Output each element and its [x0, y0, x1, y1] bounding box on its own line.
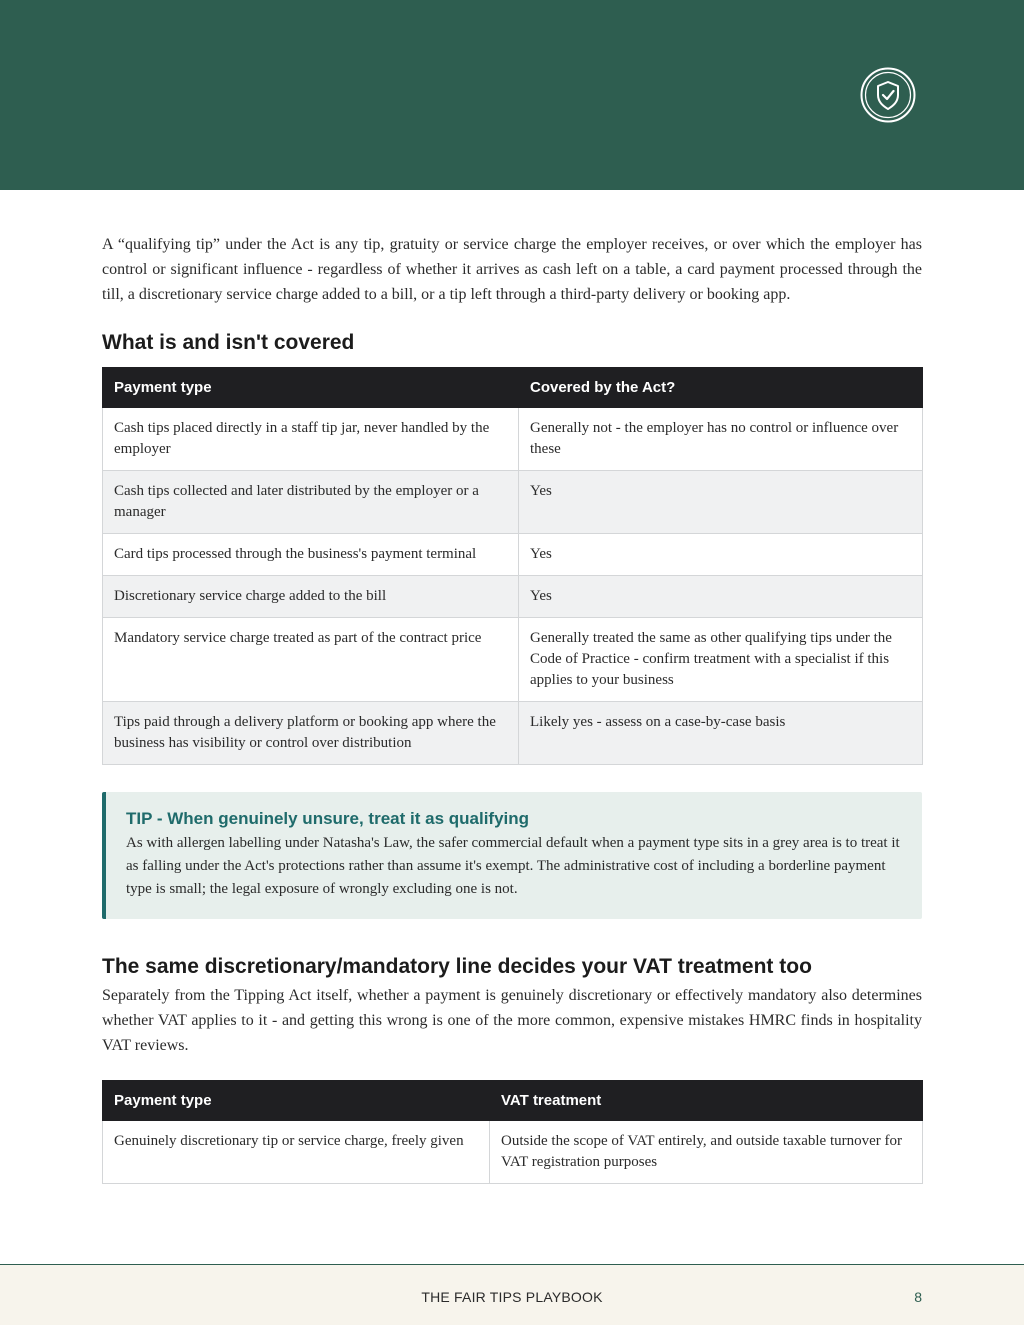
- vat-paragraph: Separately from the Tipping Act itself, whether a payment is genuinely discretionary or effectively mandatory also determines whether VAT applies to it - and getting this wrong is one of the more common, expensive mistakes HMRC finds in hospitality VAT reviews.: [102, 987, 922, 1054]
- tip-callout: [102, 792, 922, 919]
- table-header-row: [103, 1081, 923, 1121]
- coverage-table: [102, 367, 923, 765]
- payment-type-cell: Mandatory service charge treated as part of the contract price: [103, 618, 519, 702]
- table-row: [103, 534, 923, 576]
- page-content: [102, 232, 922, 1184]
- header-band: [0, 0, 1024, 190]
- payment-type-cell: Genuinely discretionary tip or service charge, freely given: [103, 1121, 490, 1184]
- coverage-cell: Likely yes - assess on a case-by-case basis: [519, 702, 923, 765]
- payment-type-cell: Tips paid through a delivery platform or booking app where the business has visibility or control over distribution: [103, 702, 519, 765]
- shield-check-icon: [860, 67, 916, 123]
- coverage-cell: Generally treated the same as other qualifying tips under the Code of Practice - confirm treatment with a specialist if this applies to your business: [519, 618, 923, 702]
- table-row: [103, 702, 923, 765]
- vat-treatment-cell: Outside the scope of VAT entirely, and outside taxable turnover for VAT registration purposes: [490, 1121, 923, 1184]
- covered-heading: What is and isn't covered: [102, 331, 355, 354]
- column-header: Payment type: [103, 1081, 490, 1121]
- table-header-row: [103, 368, 923, 408]
- coverage-cell: Yes: [519, 534, 923, 576]
- vat-heading: The same discretionary/mandatory line decides your VAT treatment too: [102, 955, 812, 978]
- table-row: [103, 408, 923, 471]
- coverage-cell: Yes: [519, 576, 923, 618]
- payment-type-cell: Discretionary service charge added to the bill: [103, 576, 519, 618]
- coverage-cell: Generally not - the employer has no control or influence over these: [519, 408, 923, 471]
- page-number: 8: [914, 1289, 922, 1305]
- payment-type-cell: Cash tips placed directly in a staff tip jar, never handled by the employer: [103, 408, 519, 471]
- table-row: [103, 576, 923, 618]
- table-row: [103, 471, 923, 534]
- column-header: Payment type: [103, 368, 519, 408]
- payment-type-cell: Cash tips collected and later distributed by the employer or a manager: [103, 471, 519, 534]
- table-row: [103, 618, 923, 702]
- column-header: VAT treatment: [490, 1081, 923, 1121]
- footer-title: THE FAIR TIPS PLAYBOOK: [421, 1289, 603, 1305]
- page-footer: [0, 1264, 1024, 1325]
- tip-body: As with allergen labelling under Natasha's Law, the safer commercial default when a payment type sits in a grey area is to treat it as falling under the Act's protections rather than assume it's exempt. The administrative cost of including a borderline payment type is small; the legal exposure of wrongly excluding one is not.: [126, 835, 900, 897]
- column-header: Covered by the Act?: [519, 368, 923, 408]
- payment-type-cell: Card tips processed through the business's payment terminal: [103, 534, 519, 576]
- intro-paragraph: A “qualifying tip” under the Act is any tip, gratuity or service charge the employer receives, or over which the employer has control or significant influence - regardless of whether it arrives as cash left on a table, a card payment processed through the till, a discretionary service charge added to a bill, or a tip left through a third-party delivery or booking app.: [102, 236, 922, 303]
- vat-table: [102, 1080, 923, 1184]
- tip-title: TIP - When genuinely unsure, treat it as qualifying: [126, 809, 530, 828]
- coverage-cell: Yes: [519, 471, 923, 534]
- table-row: [103, 1121, 923, 1184]
